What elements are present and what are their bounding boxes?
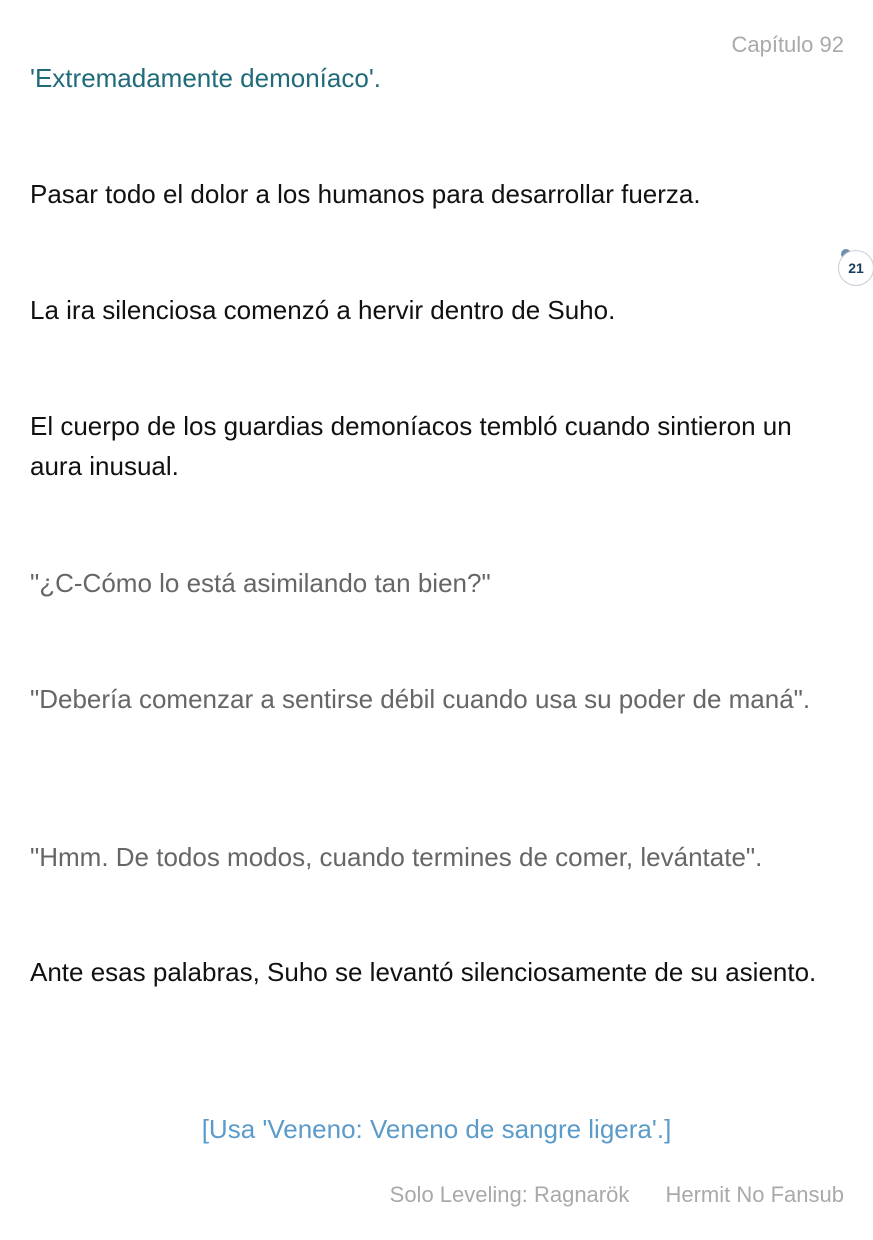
paragraph-5: "¿C-Cómo lo está asimilando tan bien?" bbox=[30, 568, 491, 598]
footer-credits bbox=[390, 1182, 844, 1208]
paragraph-3: La ira silenciosa comenzó a hervir dentro de Suho. bbox=[30, 295, 616, 325]
system-message: [Usa 'Veneno: Veneno de sangre ligera'.] bbox=[201, 1114, 672, 1144]
paragraph-1: 'Extremadamente demoníaco'. bbox=[30, 63, 381, 93]
novel-title: Solo Leveling: Ragnarök bbox=[389, 1182, 630, 1207]
comment-count-badge[interactable]: 21 bbox=[838, 250, 873, 286]
paragraph-4: El cuerpo de los guardias demoníacos tembló cuando sintieron un aura inusual. bbox=[30, 411, 792, 481]
paragraph-6: "Debería comenzar a sentirse débil cuando usa su poder de maná". bbox=[30, 684, 811, 714]
chapter-label: Capítulo 92 bbox=[731, 32, 844, 57]
paragraph-8: Ante esas palabras, Suho se levantó silenciosamente de su asiento. bbox=[30, 957, 817, 987]
translator-credit: Hermit No Fansub bbox=[665, 1182, 844, 1207]
paragraph-7: "Hmm. De todos modos, cuando termines de comer, levántate". bbox=[30, 842, 763, 872]
paragraph-2: Pasar todo el dolor a los humanos para desarrollar fuerza. bbox=[30, 179, 701, 209]
